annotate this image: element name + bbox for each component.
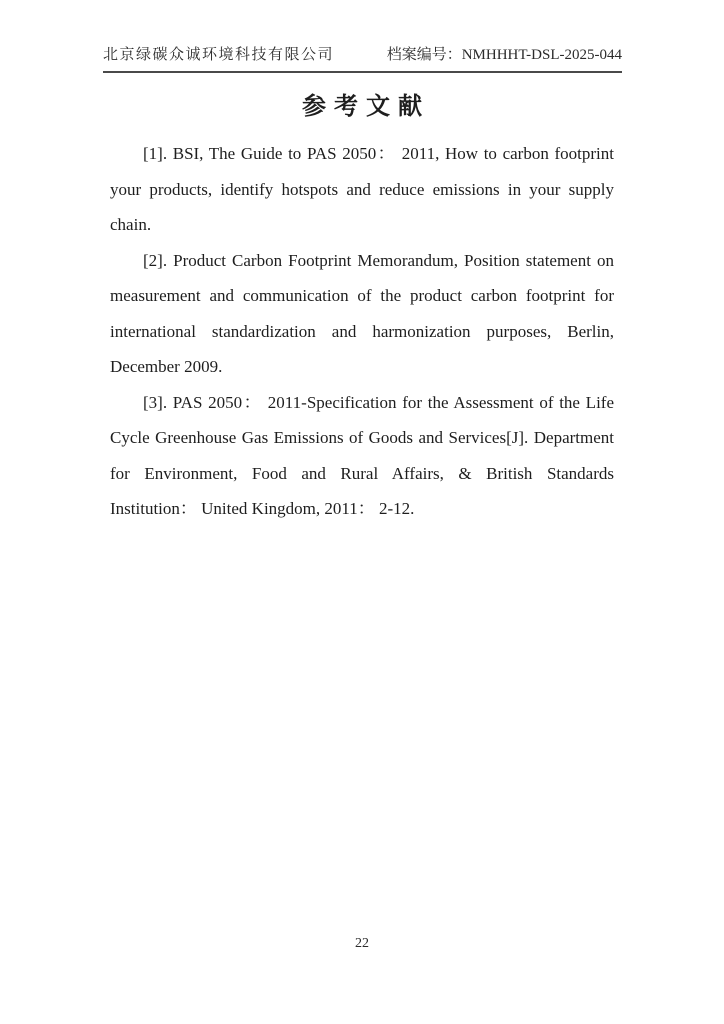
header-company-name: 北京绿碳众诚环境科技有限公司 (103, 47, 335, 63)
reference-line: measurement and communication of the product carbon footprint for (110, 286, 614, 305)
doc-number-label: 档案编号： (386, 47, 462, 63)
page-header (103, 46, 622, 73)
page-footer (0, 936, 724, 952)
references-body (110, 136, 614, 527)
reference-line: December 2009. (110, 357, 223, 376)
reference-line: [1]. BSI, The Guide to PAS 2050： 2011, How to carbon footprint (143, 144, 614, 163)
reference-entry-2 (110, 243, 614, 385)
reference-line: [2]. Product Carbon Footprint Memorandum, Position statement on (143, 250, 614, 270)
reference-entry-3 (110, 385, 614, 527)
reference-line: your products, identify hotspots and reduce emissions in your supply (110, 179, 614, 199)
doc-number-value: NMHHHT-DSL-2025-044 (461, 47, 622, 63)
reference-line: for Environment, Food and Rural Affairs, & British Standards (110, 463, 614, 483)
reference-line: Cycle Greenhouse Gas Emissions of Goods and Services[J]. Department (110, 428, 614, 447)
reference-line: chain. (110, 215, 152, 234)
reference-line: international standardization and harmonization purposes, Berlin, (110, 321, 614, 341)
reference-line: Institution： United Kingdom, 2011： 2-12. (110, 499, 415, 518)
page-title: 参考文献 (302, 94, 430, 120)
header-doc-number (387, 46, 622, 65)
reference-line: [3]. PAS 2050： 2011-Specification for the Assessment of the Life (143, 392, 614, 412)
page-number: 22 (355, 936, 369, 951)
reference-entry-1 (110, 136, 614, 243)
